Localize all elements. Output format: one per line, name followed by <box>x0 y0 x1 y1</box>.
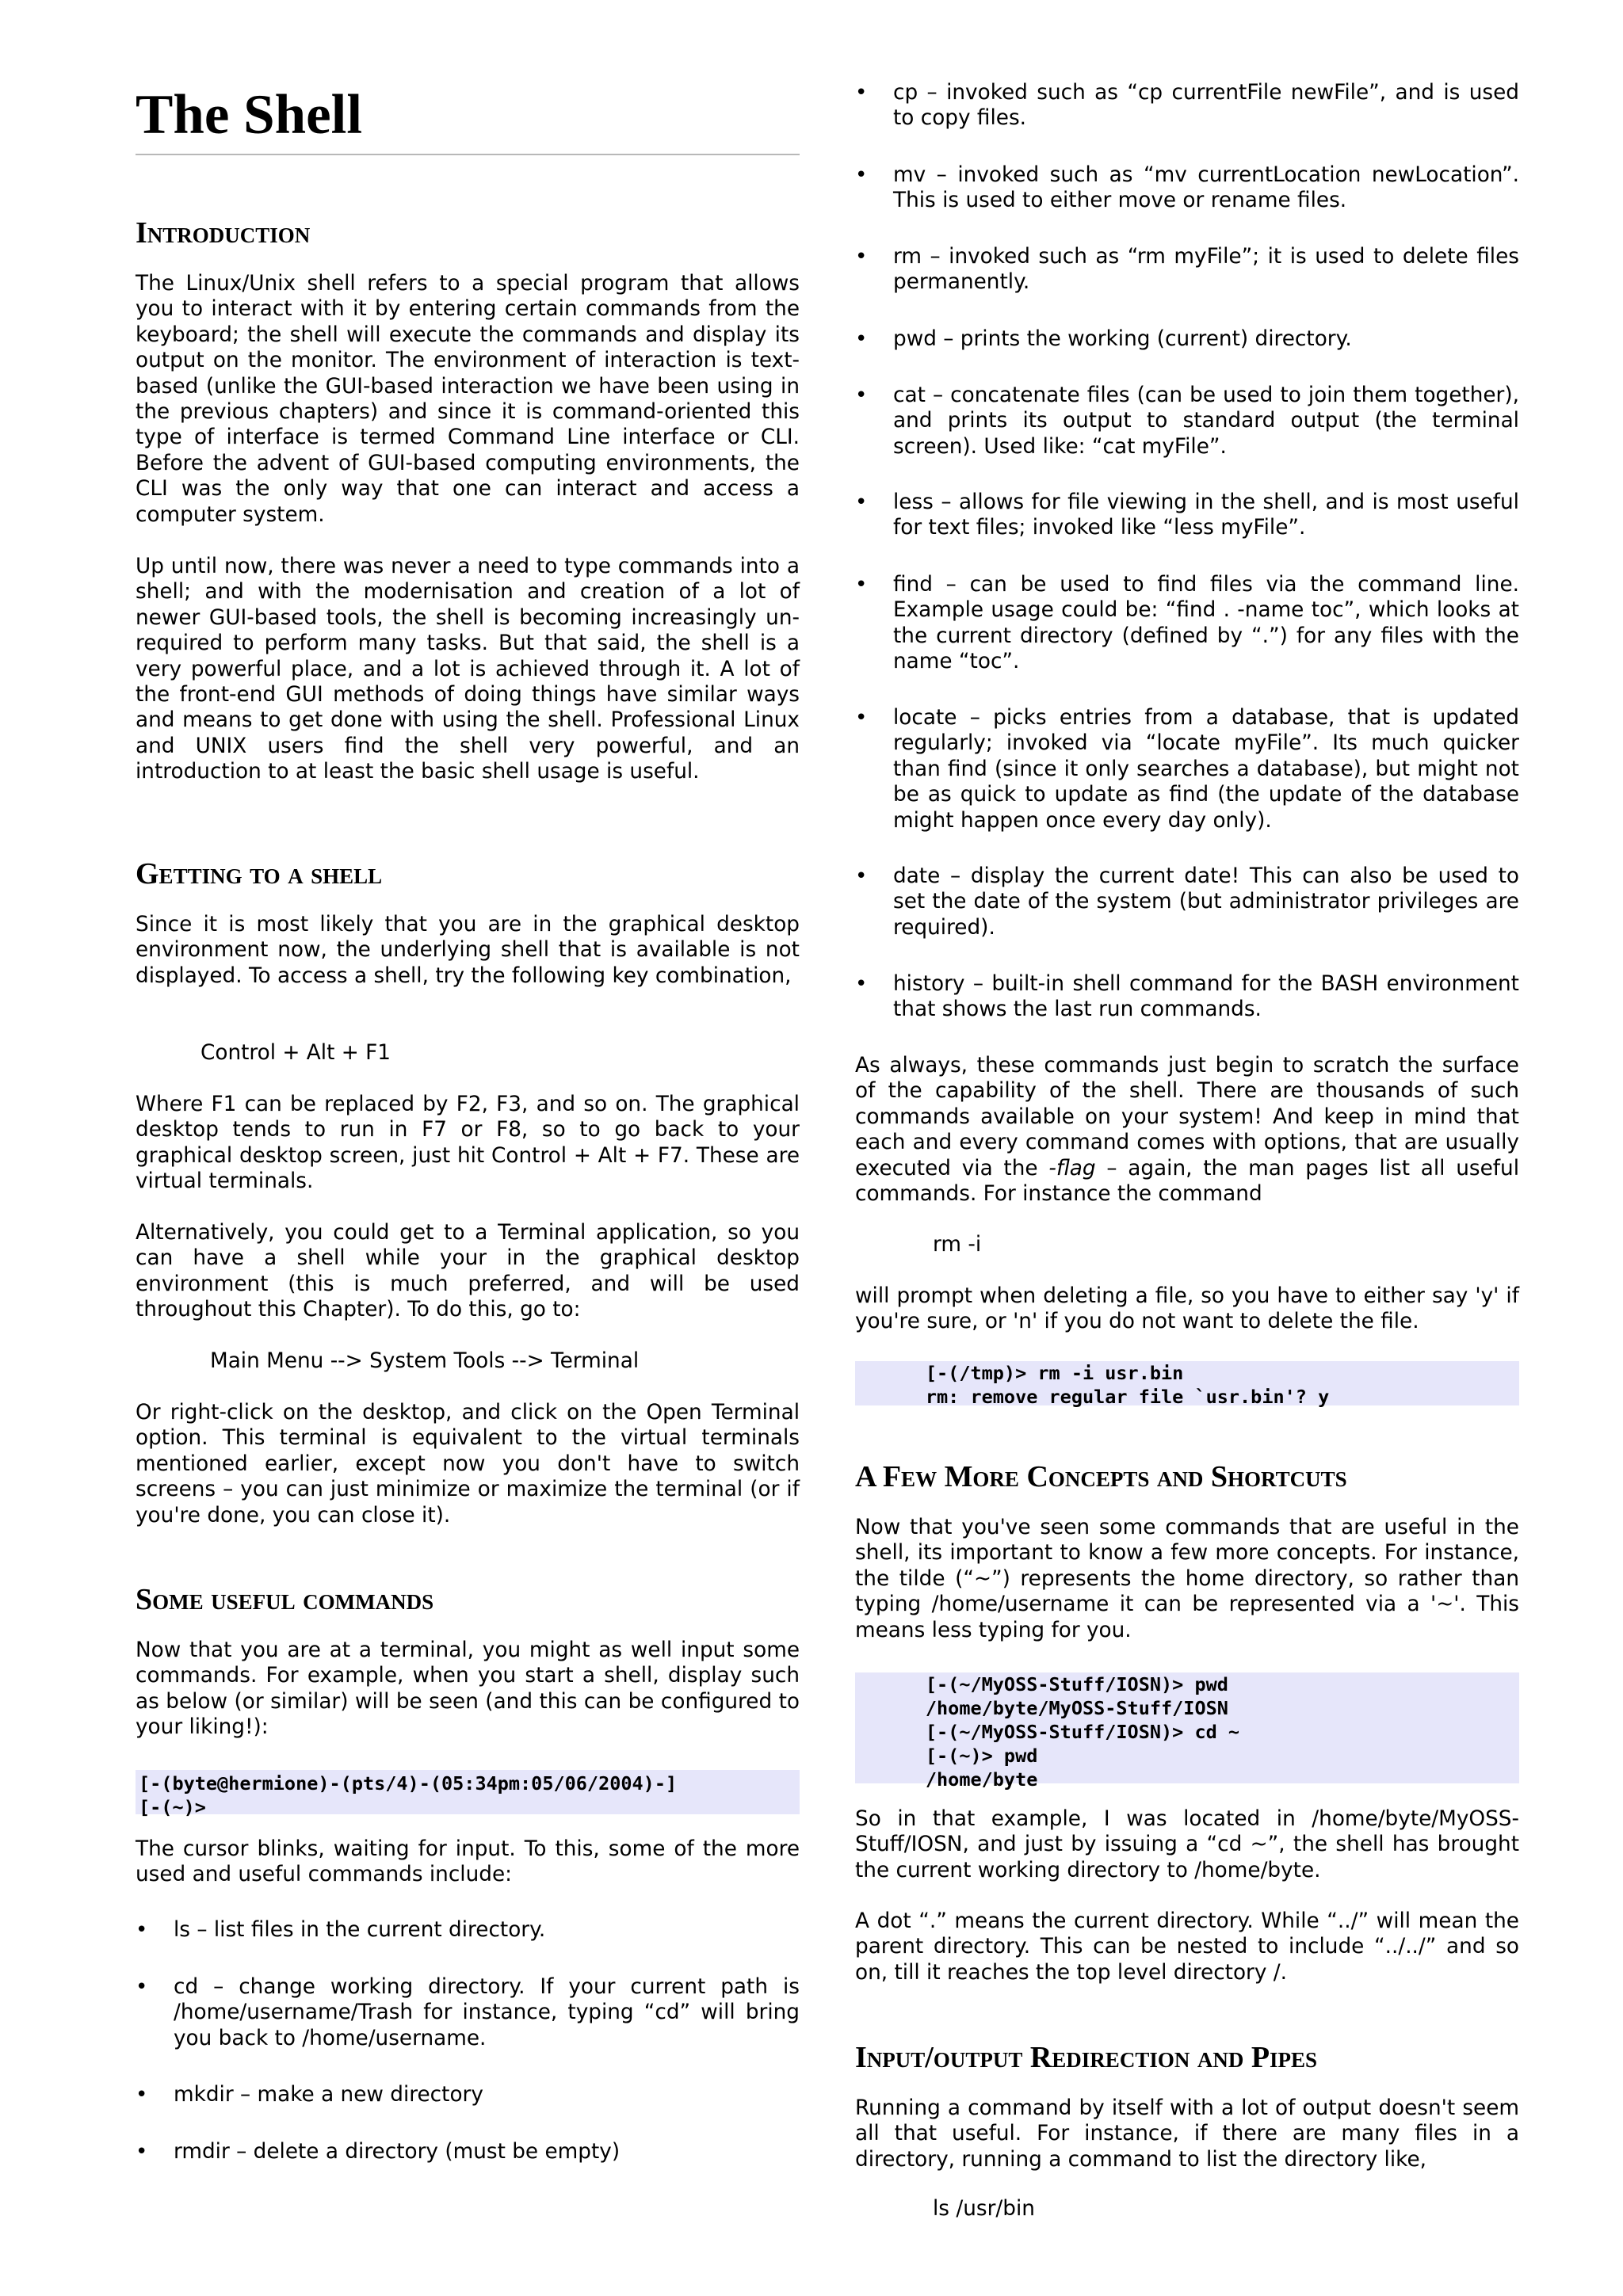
bullet-icon: • <box>855 163 868 187</box>
list-item-text: pwd – prints the working (current) directory. <box>893 327 1352 351</box>
bullet-icon: • <box>855 81 868 105</box>
list-item-text: cp – invoked such as “cp currentFile newFile”, and is used to copy files. <box>893 81 1519 131</box>
rm-example: rm -i <box>933 1233 982 1257</box>
introduction-paragraph-2: Up until now, there was never a need to type commands into a shell; and with the modernisation and creation of a lot of newer GUI-based tools, the shell is becoming increasingly un-required to perform many tasks. But that said, the shell is a very powerful place, and a lot is achieved through it. A lot of the front-end GUI methods of doing things have similar ways and means to get done with using the shell. Professional Linux and UNIX users find the shell very powerful, and an introduction to at least the basic shell usage is useful. <box>136 555 800 784</box>
bullet-icon: • <box>855 327 868 351</box>
rm-code-block: [-(/tmp)> rm -i usr.bin rm: remove regular file `usr.bin'? y <box>855 1361 1519 1405</box>
bullet-icon: • <box>855 245 868 269</box>
list-item-text: ls – list files in the current directory. <box>174 1918 546 1942</box>
concepts-heading: A Few More Concepts and Shortcuts <box>855 1460 1347 1493</box>
introduction-paragraph-1: The Linux/Unix shell refers to a special program that allows you to interact with it by entering certain commands from the keyboard; the shell will execute the commands and display its output on the monitor. The environment of interaction is text-based (unlike the GUI-based interaction we have been using in the previous chapters) and since it is command-oriented this type of interface is termed Command Line interface or CLI. Before the advent of GUI-based computing environments, the CLI was the only way that one can interact and access a computer system. <box>136 272 800 527</box>
useful-paragraph-1: Now that you are at a terminal, you might as well input some commands. For example, when you start a shell, display such as below (or similar) will be seen (and this can be configured to your liking!): <box>136 1638 800 1740</box>
pwd-code-block: [-(~/MyOSS-Stuff/IOSN)> pwd /home/byte/MyOSS-Stuff/IOSN [-(~/MyOSS-Stuff/IOSN)> cd ~ [-(~)> pwd /home/byte <box>855 1672 1519 1783</box>
menu-path: Main Menu --> System Tools --> Terminal <box>210 1349 640 1373</box>
useful-paragraph-2: The cursor blinks, waiting for input. To this, some of the more used and useful commands include: <box>136 1837 800 1887</box>
list-item-text: mv – invoked such as “mv currentLocation newLocation”. This is used to either move or rename files. <box>893 163 1519 213</box>
bullet-icon: • <box>855 490 868 514</box>
prompt-code-block: [-(byte@hermione)-(pts/4)-(05:34pm:05/06/2004)-] [-(~)> <box>136 1770 800 1814</box>
bullet-icon: • <box>136 1975 148 1999</box>
list-item-text: locate – picks entries from a database, that is updated regularly; invoked via “locate myFile”. Its much quicker than find (since it only searches a database), but might not be as quick to update as find (the update of the database might happen once every day only). <box>893 706 1519 833</box>
io-redirection-heading: Input/output Redirection and Pipes <box>855 2041 1318 2074</box>
concepts-paragraph-1: Now that you've seen some commands that are useful in the shell, its important to know a few more concepts. For instance, the tilde (“~”) represents the home directory, so rather than typing /home/username it can be represented via a '~'. This means less typing for you. <box>855 1516 1519 1642</box>
list-item-text: cat – concatenate files (can be used to join them together), and prints its output to standard output (the terminal screen). Used like: “cat myFile”. <box>893 383 1519 459</box>
list-item-text: history – built-in shell command for the BASH environment that shows the last run commands. <box>893 972 1519 1022</box>
list-item-text: date – display the current date! This can also be used to set the date of the system (but administrator privileges are required). <box>893 864 1519 940</box>
bullet-icon: • <box>136 1918 148 1942</box>
bullet-icon: • <box>136 2083 148 2107</box>
page-title: The Shell <box>136 84 363 146</box>
list-item-text: cd – change working directory. If your current path is /home/username/Trash for instance, typing “cd” will bring you back to /home/username. <box>174 1975 800 2050</box>
list-item-text: mkdir – make a new directory <box>174 2083 483 2107</box>
bullet-icon: • <box>855 706 868 730</box>
bullet-icon: • <box>855 573 868 597</box>
concepts-paragraph-3: A dot “.” means the current directory. While “../” will mean the parent directory. This can be nested to include “../../” and so on, till it reaches the top level directory /. <box>855 1909 1519 1985</box>
getting-paragraph-1: Since it is most likely that you are in the graphical desktop environment now, the underlying shell that is available is not displayed. To access a shell, try the following key combination, <box>136 913 800 988</box>
bullet-icon: • <box>855 383 868 407</box>
as-always-paragraph: As always, these commands just begin to scratch the surface of the capability of the shell. There are thousands of such commands available on your system! And keep in mind that each and every command comes with options, that are usually executed via the -flag – again, the man pages list all useful commands. For instance the command <box>855 1054 1520 1207</box>
concepts-paragraph-2: So in that example, I was located in /home/byte/MyOSS-Stuff/IOSN, and just by issuing a “cd ~”, the shell has brought the current working directory to /home/byte. <box>855 1807 1519 1882</box>
list-item-text: rm – invoked such as “rm myFile”; it is used to delete files permanently. <box>893 245 1519 295</box>
introduction-heading: Introduction <box>136 216 311 250</box>
key-combination: Control + Alt + F1 <box>200 1041 391 1065</box>
bullet-icon: • <box>855 972 868 996</box>
bullet-icon: • <box>855 864 868 888</box>
getting-paragraph-2: Where F1 can be replaced by F2, F3, and so on. The graphical desktop tends to run in F7 or F8, so to go back to your graphical desktop screen, just hit Control + Alt + F7. These are virtual terminals. <box>136 1093 800 1194</box>
rm-prompt-paragraph: will prompt when deleting a file, so you have to either say 'y' if you're sure, or 'n' if you do not want to delete the file. <box>855 1284 1519 1334</box>
useful-commands-heading: Some useful commands <box>136 1583 434 1616</box>
getting-paragraph-3: Alternatively, you could get to a Terminal application, so you can have a shell while your in the graphical desktop environment (this is much preferred, and will be used throughout this Chapter). To do this, go to: <box>136 1221 800 1322</box>
list-item-text: less – allows for file viewing in the shell, and is most useful for text files; invoked like “less myFile”. <box>893 490 1519 540</box>
list-item-text: find – can be used to find files via the command line. Example usage could be: “find . -name toc”, which looks at the current directory (defined by “.”) for any files with the name “toc”. <box>893 573 1519 674</box>
flag-text: -flag <box>1048 1156 1096 1180</box>
title-divider <box>136 154 800 155</box>
list-item-text: rmdir – delete a directory (must be empty) <box>174 2140 621 2164</box>
bullet-icon: • <box>136 2140 148 2164</box>
ls-example: ls /usr/bin <box>933 2197 1035 2221</box>
getting-paragraph-4: Or right-click on the desktop, and click on the Open Terminal option. This terminal is equivalent to the virtual terminals mentioned earlier, except now you don't have to switch screens – you can just minimize or maximize the terminal (or if you're done, you can close it). <box>136 1401 800 1527</box>
getting-to-shell-heading: Getting to a shell <box>136 857 383 891</box>
io-paragraph-1: Running a command by itself with a lot of output doesn't seem all that useful. For instance, if there are many files in a directory, running a command to list the directory like, <box>855 2096 1519 2172</box>
